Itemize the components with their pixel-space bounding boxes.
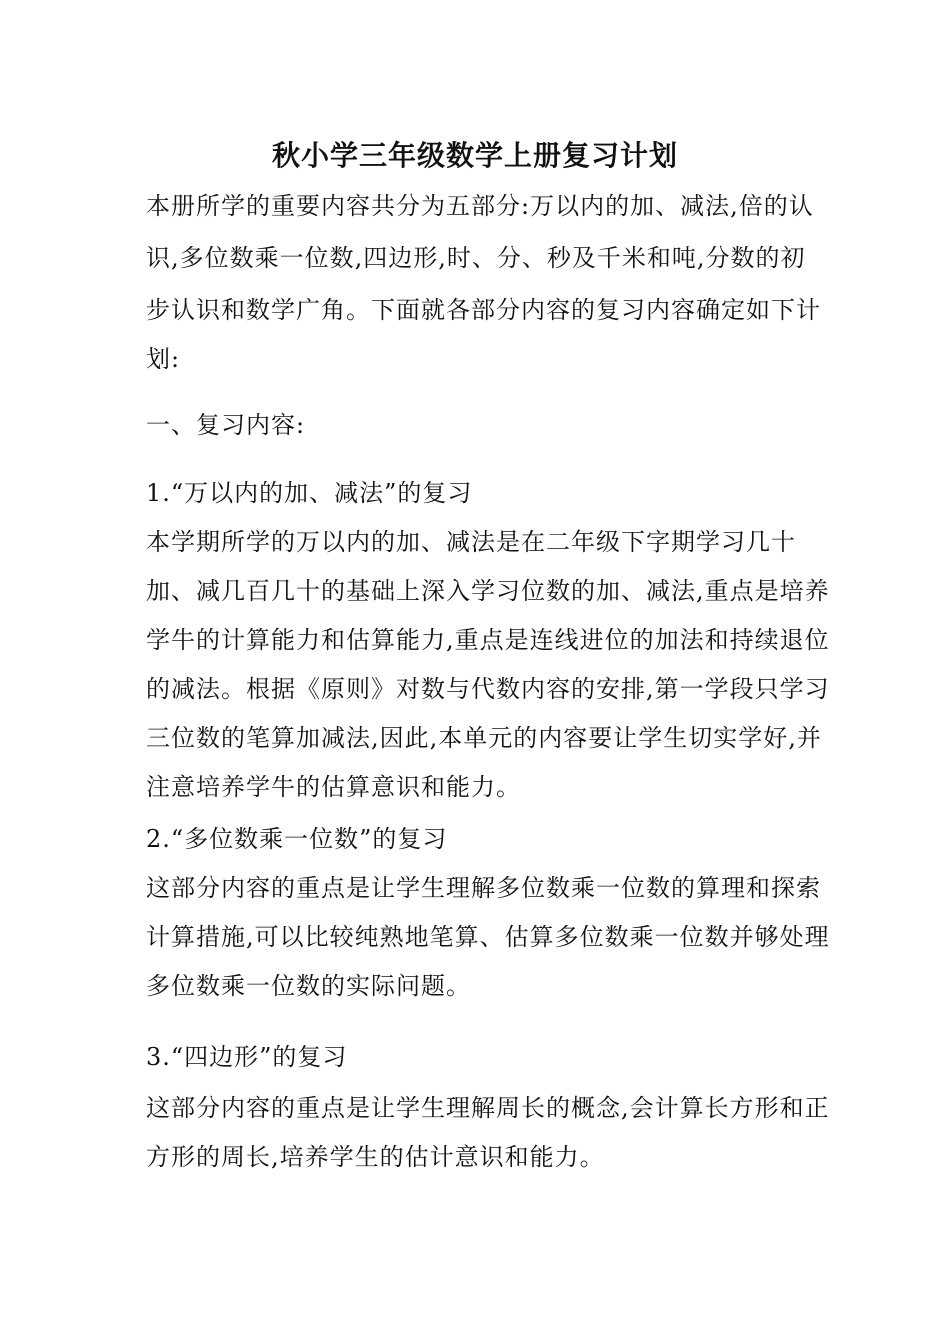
- subsection-heading-1: 1.“万以内的加、减法”的复习: [146, 479, 473, 507]
- paragraph-2-line-2: 计算措施,可以比较纯熟地笔算、估算多位数乘一位数并够处理: [146, 923, 830, 951]
- intro-line-2: 识,多位数乘一位数,四边形,时、分、秒及千米和吨,分数的初: [146, 244, 806, 272]
- paragraph-1-line-2: 加、减几百几十的基础上深入学习位数的加、减法,重点是培养: [146, 577, 830, 605]
- paragraph-2-line-3: 多位数乘一位数的实际问题。: [146, 972, 471, 1000]
- section-heading-review-content: 一、复习内容:: [146, 411, 306, 439]
- paragraph-1-line-6: 注意培养学牛的估算意识和能力。: [146, 773, 521, 801]
- paragraph-2-line-1: 这部分内容的重点是让学生理解多位数乘一位数的算理和探索: [146, 874, 821, 902]
- paragraph-1-line-3: 学牛的计算能力和估算能力,重点是连线进位的加法和持续退位: [146, 626, 830, 654]
- paragraph-1-line-4: 的减法。根据《原则》对数与代数内容的安排,第一学段只学习: [146, 675, 830, 703]
- subsection-heading-2: 2.“多位数乘一位数”的复习: [146, 825, 448, 853]
- intro-line-3: 步认识和数学广角。下面就各部分内容的复习内容确定如下计: [146, 296, 821, 324]
- intro-line-4: 划:: [146, 345, 181, 373]
- paragraph-3-line-2: 方形的周长,培养学生的估计意识和能力。: [146, 1143, 605, 1171]
- paragraph-3-line-1: 这部分内容的重点是让学生理解周长的概念,会计算长方形和正: [146, 1094, 830, 1122]
- intro-line-1: 本册所学的重要内容共分为五部分:万以内的加、减法,倍的认: [146, 192, 814, 220]
- paragraph-1-line-5: 三位数的笔算加减法,因此,本单元的内容要让学生切实学好,并: [146, 724, 822, 752]
- subsection-heading-3: 3.“四边形”的复习: [146, 1043, 348, 1071]
- paragraph-1-line-1: 本学期所学的万以内的加、减法是在二年级下字期学习几十: [146, 528, 796, 556]
- document-title: 秋小学三年级数学上册复习计划: [271, 139, 678, 172]
